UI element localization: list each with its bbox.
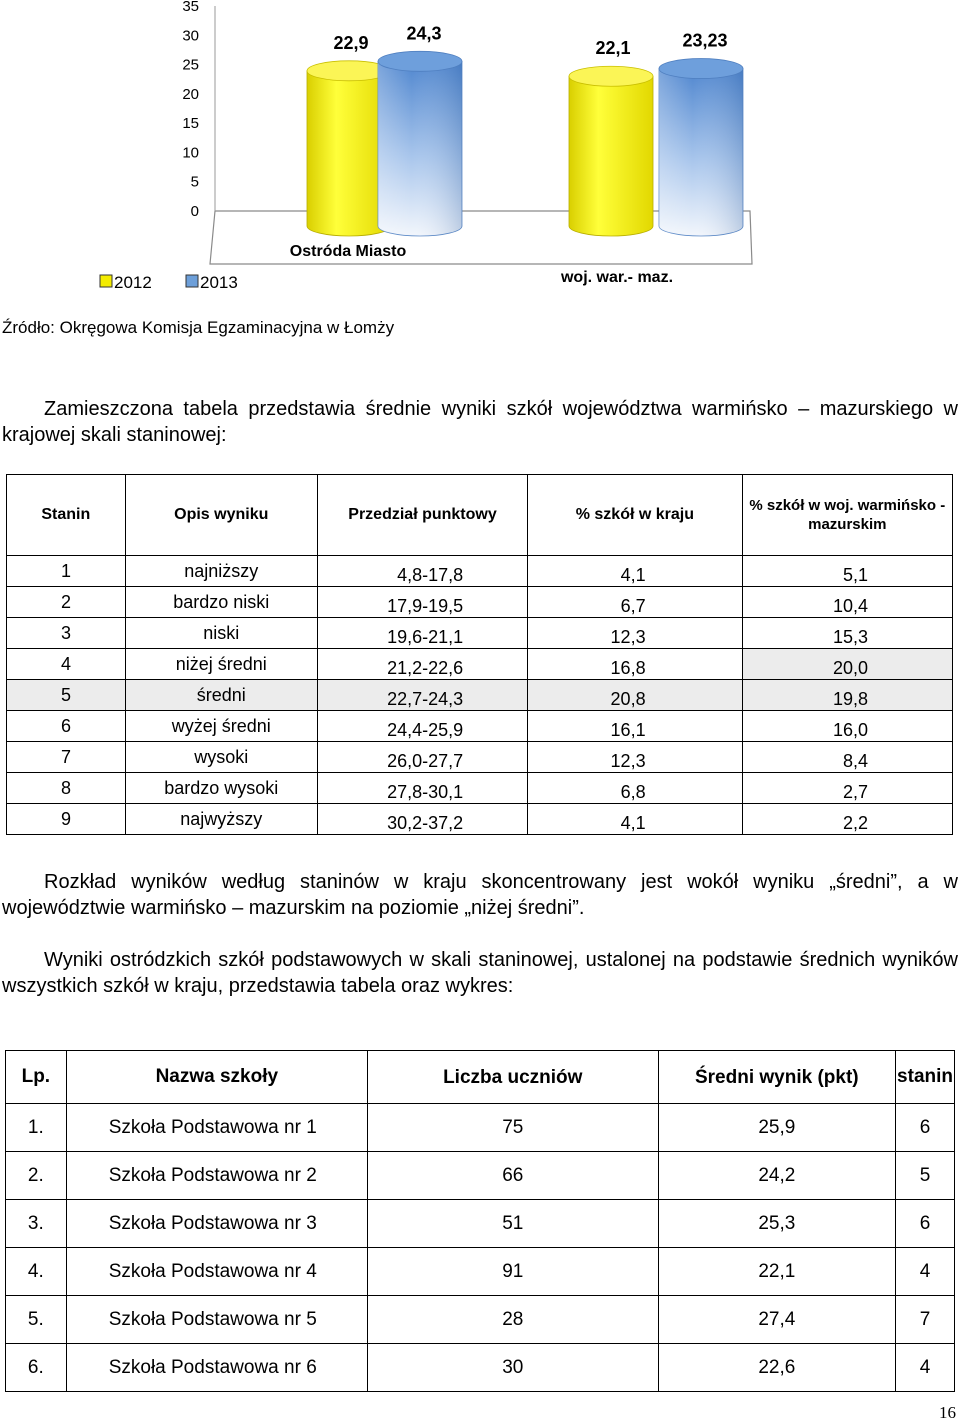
y-tick-label: 25 [182,56,199,74]
school-row [6,1344,955,1392]
wojewodztwo-cell: 5,1 [742,556,952,587]
przedzial-cell: 30,2-37,2 [317,804,527,835]
bar-2013-wojewodztwo [659,59,743,236]
y-tick-label: 20 [182,85,199,103]
stanine-header-row [7,475,953,556]
stanine-table [6,474,953,835]
header-nazwa: Nazwa szkoły [66,1051,367,1104]
przedzial-cell: 19,6-21,1 [317,618,527,649]
wojewodztwo-cell: 19,8 [742,680,952,711]
kraj-cell: 4,1 [528,556,742,587]
header-opis: Opis wyniku [125,475,317,556]
y-tick-label: 0 [190,203,199,220]
score-cell: 27,4 [658,1296,895,1344]
opis-cell: niżej średni [125,649,317,680]
school-name-cell: Szkoła Podstawowa nr 1 [66,1104,367,1152]
stanine-row [7,804,953,835]
school-name-cell: Szkoła Podstawowa nr 2 [66,1152,367,1200]
opis-cell: niski [125,618,317,649]
stanin-cell: 4 [7,649,126,680]
schools-table [5,1050,955,1392]
kraj-cell: 12,3 [528,742,742,773]
stanine-row [7,649,953,680]
school-row [6,1152,955,1200]
header-stanin: Stanin [7,475,126,556]
stanine-row [7,556,953,587]
score-cell: 22,1 [658,1248,895,1296]
stanine-row [7,711,953,742]
header-sredni: Średni wynik (pkt) [658,1051,895,1104]
stanin-cell: 6 [896,1104,955,1152]
kraj-cell: 16,1 [528,711,742,742]
opis-cell: najniższy [125,556,317,587]
school-row [6,1200,955,1248]
przedzial-cell: 24,4-25,9 [317,711,527,742]
school-name-cell: Szkoła Podstawowa nr 5 [66,1296,367,1344]
stanin-cell: 6 [7,711,126,742]
kraj-cell: 20,8 [528,680,742,711]
legend-label: 2012 [114,273,152,292]
wojewodztwo-cell: 20,0 [742,649,952,680]
stanin-cell: 2 [7,587,126,618]
legend-label: 2013 [200,273,238,292]
intro-paragraph: Zamieszczona tabela przedstawia średnie wyniki szkół województwa warmińsko – mazurskiego w krajowej skali staninowej: [2,398,958,446]
legend-swatch-2012 [100,275,112,287]
stanin-cell: 4 [896,1344,955,1392]
lp-cell: 2. [6,1152,67,1200]
page-number: 16 [939,1403,956,1422]
stanin-cell: 4 [896,1248,955,1296]
stanine-row [7,742,953,773]
stanin-cell: 6 [896,1200,955,1248]
przedzial-cell: 22,7-24,3 [317,680,527,711]
category-label: Ostróda Miasto [289,243,407,260]
header-wojewodztwo-text: % szkół w woj. warmińsko -mazurskim [749,497,946,533]
comparison-bar-chart [0,0,960,300]
opis-cell: najwyższy [125,804,317,835]
stanin-cell: 1 [7,556,126,587]
y-tick-label: 10 [182,144,199,162]
stanin-cell: 9 [7,804,126,835]
header-wojewodztwo [742,475,952,556]
bar-value-label: 23,23 [682,30,728,51]
school-name-cell: Szkoła Podstawowa nr 4 [66,1248,367,1296]
stanine-row [7,680,953,711]
score-cell: 24,2 [658,1152,895,1200]
header-liczba: Liczba uczniów [367,1051,658,1104]
school-name-cell: Szkoła Podstawowa nr 3 [66,1200,367,1248]
opis-cell: bardzo niski [125,587,317,618]
bar-value-label: 22,9 [333,32,369,53]
opis-cell: średni [125,680,317,711]
stanin-cell: 5 [896,1152,955,1200]
przedzial-cell: 26,0-27,7 [317,742,527,773]
przedzial-cell: 27,8-30,1 [317,773,527,804]
y-tick-label: 35 [182,0,199,15]
bar-value-label: 24,3 [406,23,442,44]
score-cell: 25,3 [658,1200,895,1248]
wojewodztwo-cell: 10,4 [742,587,952,618]
opis-cell: wyżej średni [125,711,317,742]
opis-cell: bardzo wysoki [125,773,317,804]
stanin-cell: 7 [896,1296,955,1344]
y-tick-label: 30 [182,27,199,45]
students-cell: 66 [367,1152,658,1200]
y-tick-label: 5 [190,173,199,191]
stanin-cell: 3 [7,618,126,649]
distribution-paragraph: Rozkład wyników według staninów w kraju skoncentrowany jest wokół wyniku „średni”, a w województwie warmińsko – mazurskim na poziomie „niżej średni”. [2,871,958,919]
stanine-row [7,618,953,649]
przedzial-cell: 21,2-22,6 [317,649,527,680]
lp-cell: 5. [6,1296,67,1344]
stanine-row [7,587,953,618]
score-cell: 22,6 [658,1344,895,1392]
opis-cell: wysoki [125,742,317,773]
kraj-cell: 4,1 [528,804,742,835]
wojewodztwo-cell: 2,2 [742,804,952,835]
category-label: woj. war.- maz. [560,269,674,286]
school-row [6,1248,955,1296]
wojewodztwo-cell: 16,0 [742,711,952,742]
stanin-cell: 5 [7,680,126,711]
students-cell: 75 [367,1104,658,1152]
wojewodztwo-cell: 8,4 [742,742,952,773]
wojewodztwo-cell: 2,7 [742,773,952,804]
kraj-cell: 16,8 [528,649,742,680]
przedzial-cell: 4,8-17,8 [317,556,527,587]
kraj-cell: 6,7 [528,587,742,618]
students-cell: 51 [367,1200,658,1248]
source-note: Źródło: Okręgowa Komisja Egzaminacyjna w Łomży [2,318,395,337]
wojewodztwo-cell: 15,3 [742,618,952,649]
lp-cell: 4. [6,1248,67,1296]
bar-2013-ostroda [378,51,462,236]
school-row [6,1104,955,1152]
lp-cell: 3. [6,1200,67,1248]
stanin-cell: 7 [7,742,126,773]
header-stanin-col: stanin [896,1051,955,1104]
students-cell: 91 [367,1248,658,1296]
school-name-cell: Szkoła Podstawowa nr 6 [66,1344,367,1392]
results-paragraph: Wyniki ostródzkich szkół podstawowych w skali staninowej, ustalonej na podstawie średnich wyników wszystkich szkół w kraju, przedstawia tabela oraz wykres: [2,949,958,997]
przedzial-cell: 17,9-19,5 [317,587,527,618]
bar-2012-wojewodztwo [569,66,653,236]
stanine-row [7,773,953,804]
header-kraj: % szkół w kraju [528,475,742,556]
schools-header-row [6,1051,955,1104]
header-lp: Lp. [6,1051,67,1104]
lp-cell: 1. [6,1104,67,1152]
header-przedzial: Przedział punktowy [317,475,527,556]
lp-cell: 6. [6,1344,67,1392]
score-cell: 25,9 [658,1104,895,1152]
kraj-cell: 12,3 [528,618,742,649]
kraj-cell: 6,8 [528,773,742,804]
stanin-cell: 8 [7,773,126,804]
bar-value-label: 22,1 [595,38,631,59]
students-cell: 28 [367,1296,658,1344]
school-row [6,1296,955,1344]
legend-swatch-2013 [186,275,198,287]
students-cell: 30 [367,1344,658,1392]
y-tick-label: 15 [182,115,199,133]
